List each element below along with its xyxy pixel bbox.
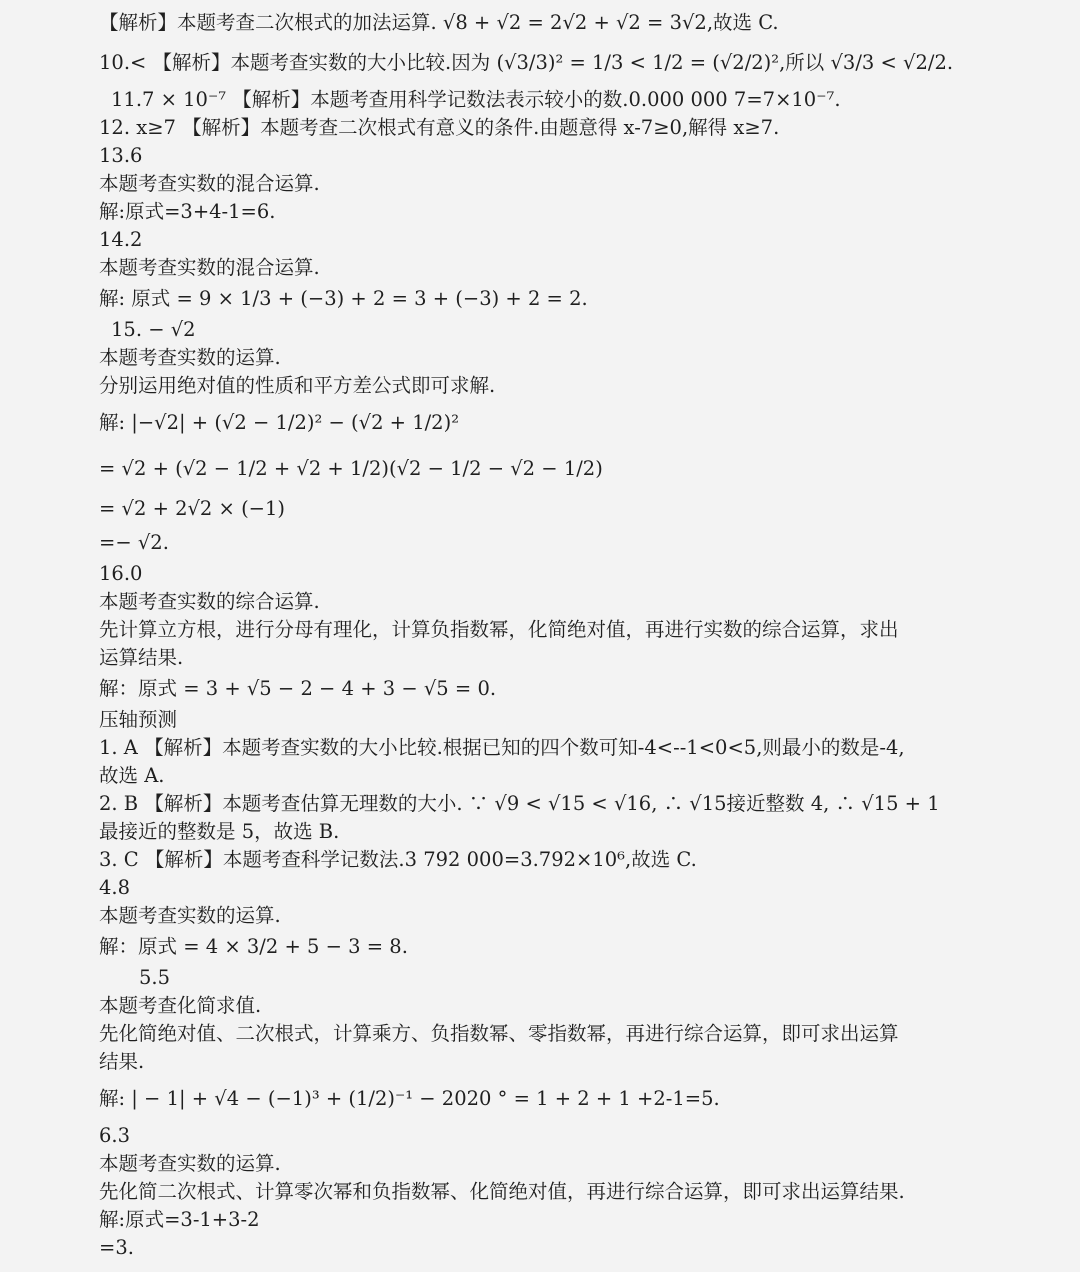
prediction-5-method-line-2: 结果. xyxy=(99,1050,145,1073)
prediction-1-line-1: 1. A 【解析】本题考查实数的大小比较.根据已知的四个数可知-4<--1<0<5,则最小的数是-4, xyxy=(99,736,905,759)
answer-16-method-line-1: 先计算立方根，进行分母有理化，计算负指数幂，化简绝对值，再进行实数的综合运算，求出 xyxy=(99,618,899,641)
answer-14-heading: 14.2 xyxy=(99,228,143,251)
prediction-5-heading: 5.5 xyxy=(139,966,171,989)
answer-15-step-1: 解: |−√2| + (√2 − 1/2)² − (√2 + 1/2)² xyxy=(99,411,460,434)
prediction-4-solution: 解：原式 = 4 × 3/2 + 5 − 3 = 8. xyxy=(99,935,408,958)
answer-9-analysis: 【解析】本题考查二次根式的加法运算. √8 + √2 = 2√2 + √2 = 3√2,故选 C. xyxy=(99,11,779,34)
prediction-1-line-2: 故选 A. xyxy=(99,764,165,787)
prediction-2-line-2: 最接近的整数是 5，故选 B. xyxy=(99,820,340,843)
prediction-6-solution-step-2: =3. xyxy=(99,1236,134,1259)
answer-15-step-3: = √2 + 2√2 × (−1) xyxy=(99,497,286,520)
answer-15-topic: 本题考查实数的运算. xyxy=(99,346,281,369)
prediction-4-topic: 本题考查实数的运算. xyxy=(99,904,281,927)
prediction-6-method: 先化简二次根式、计算零次幂和负指数幂、化简绝对值，再进行综合运算，即可求出运算结果. xyxy=(99,1180,905,1203)
prediction-2-line-1: 2. B 【解析】本题考查估算无理数的大小. ∵ √9 < √15 < √16, ∴ √15接近整数 4, ∴ √15 + 1 xyxy=(99,792,940,815)
answer-16-solution: 解：原式 = 3 + √5 − 2 − 4 + 3 − √5 = 0. xyxy=(99,677,497,700)
answer-16-topic: 本题考查实数的综合运算. xyxy=(99,590,320,613)
prediction-5-solution: 解: | − 1| + √4 − (−1)³ + (1/2)⁻¹ − 2020 ° = 1 + 2 + 1 +2-1=5. xyxy=(99,1087,720,1110)
answer-13-heading: 13.6 xyxy=(99,144,143,167)
prediction-4-heading: 4.8 xyxy=(99,876,131,899)
answer-16-method-line-2: 运算结果. xyxy=(99,646,184,669)
answer-16-heading: 16.0 xyxy=(99,562,143,585)
prediction-6-heading: 6.3 xyxy=(99,1124,131,1147)
section-heading-prediction: 压轴预测 xyxy=(99,708,178,731)
answer-15-step-4: =− √2. xyxy=(99,531,169,554)
answer-12: 12. x≥7 【解析】本题考查二次根式有意义的条件.由题意得 x-7≥0,解得 x≥7. xyxy=(99,116,780,139)
answer-15-step-2: = √2 + (√2 − 1/2 + √2 + 1/2)(√2 − 1/2 − √2 − 1/2) xyxy=(99,457,603,480)
answer-14-topic: 本题考查实数的混合运算. xyxy=(99,256,320,279)
prediction-5-method-line-1: 先化简绝对值、二次根式，计算乘方、负指数幂、零指数幂，再进行综合运算，即可求出运算 xyxy=(99,1022,899,1045)
answer-14-solution: 解: 原式 = 9 × 1/3 + (−3) + 2 = 3 + (−3) + 2 = 2. xyxy=(99,287,588,310)
prediction-3: 3. C 【解析】本题考查科学记数法.3 792 000=3.792×10⁶,故选 C. xyxy=(99,848,697,871)
prediction-5-topic: 本题考查化简求值. xyxy=(99,994,262,1017)
answer-13-topic: 本题考查实数的混合运算. xyxy=(99,172,320,195)
answer-10: 10.< 【解析】本题考查实数的大小比较.因为 (√3/3)² = 1/3 < 1/2 = (√2/2)²,所以 √3/3 < √2/2. xyxy=(99,51,954,74)
prediction-6-solution-step-1: 解:原式=3-1+3-2 xyxy=(99,1208,260,1231)
answer-11: 11.7 × 10⁻⁷ 【解析】本题考查用科学记数法表示较小的数.0.000 000 7=7×10⁻⁷. xyxy=(111,88,841,111)
answer-15-method: 分别运用绝对值的性质和平方差公式即可求解. xyxy=(99,374,496,397)
answer-15-heading: 15. − √2 xyxy=(111,318,196,341)
answer-13-solution: 解:原式=3+4-1=6. xyxy=(99,200,276,223)
prediction-6-topic: 本题考查实数的运算. xyxy=(99,1152,281,1175)
